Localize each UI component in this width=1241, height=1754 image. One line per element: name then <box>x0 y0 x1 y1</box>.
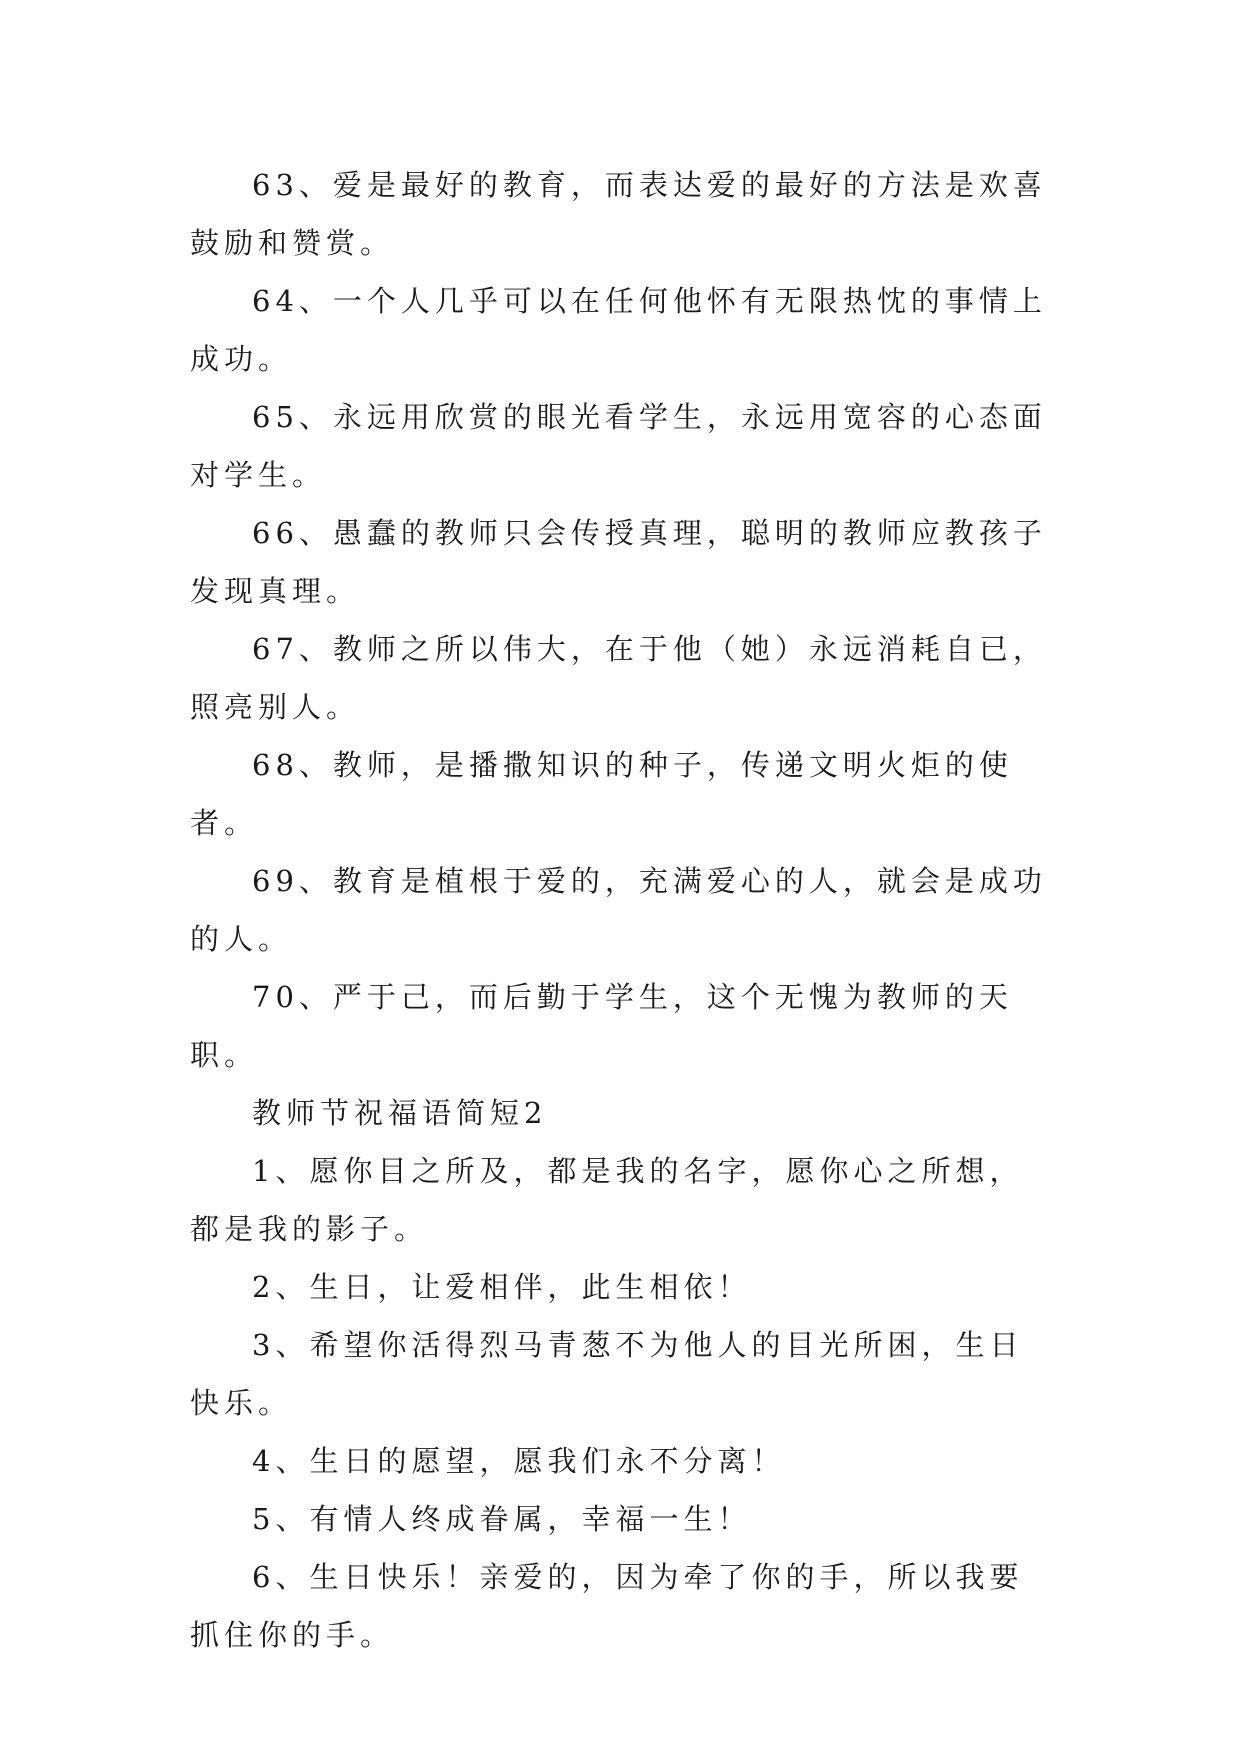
paragraph-3: 3、希望你活得烈马青葱不为他人的目光所困，生日快乐。 <box>190 1328 1024 1420</box>
paragraph-4: 4、生日的愿望，愿我们永不分离！ <box>252 1444 786 1478</box>
paragraph-65: 65、永远用欣赏的眼光看学生，永远用宽容的心态面对学生。 <box>190 400 1047 492</box>
paragraph-1: 1、愿你目之所及，都是我的名字，愿你心之所想，都是我的影子。 <box>190 1154 1024 1246</box>
document-body <box>190 156 1050 1664</box>
paragraph-6: 6、生日快乐！亲爱的，因为牵了你的手，所以我要抓住你的手。 <box>190 1560 1024 1652</box>
paragraph-5: 5、有情人终成眷属，幸福一生！ <box>252 1502 752 1536</box>
paragraph-70: 70、严于己，而后勤于学生，这个无愧为教师的天职。 <box>190 980 1013 1072</box>
section-heading: 教师节祝福语简短2 <box>252 1096 548 1130</box>
paragraph-63: 63、爱是最好的教育，而表达爱的最好的方法是欢喜鼓励和赞赏。 <box>190 168 1047 260</box>
paragraph-66: 66、愚蠢的教师只会传授真理，聪明的教师应教孩子发现真理。 <box>190 516 1047 608</box>
paragraph-2: 2、生日，让爱相伴，此生相依！ <box>252 1270 752 1304</box>
paragraph-64: 64、一个人几乎可以在任何他怀有无限热忱的事情上成功。 <box>190 284 1047 376</box>
paragraph-67: 67、教师之所以伟大，在于他（她）永远消耗自已，照亮别人。 <box>190 632 1047 724</box>
paragraph-69: 69、教育是植根于爱的，充满爱心的人，就会是成功的人。 <box>190 864 1047 956</box>
paragraph-68: 68、教师，是播撒知识的种子，传递文明火炬的使者。 <box>190 748 1013 840</box>
